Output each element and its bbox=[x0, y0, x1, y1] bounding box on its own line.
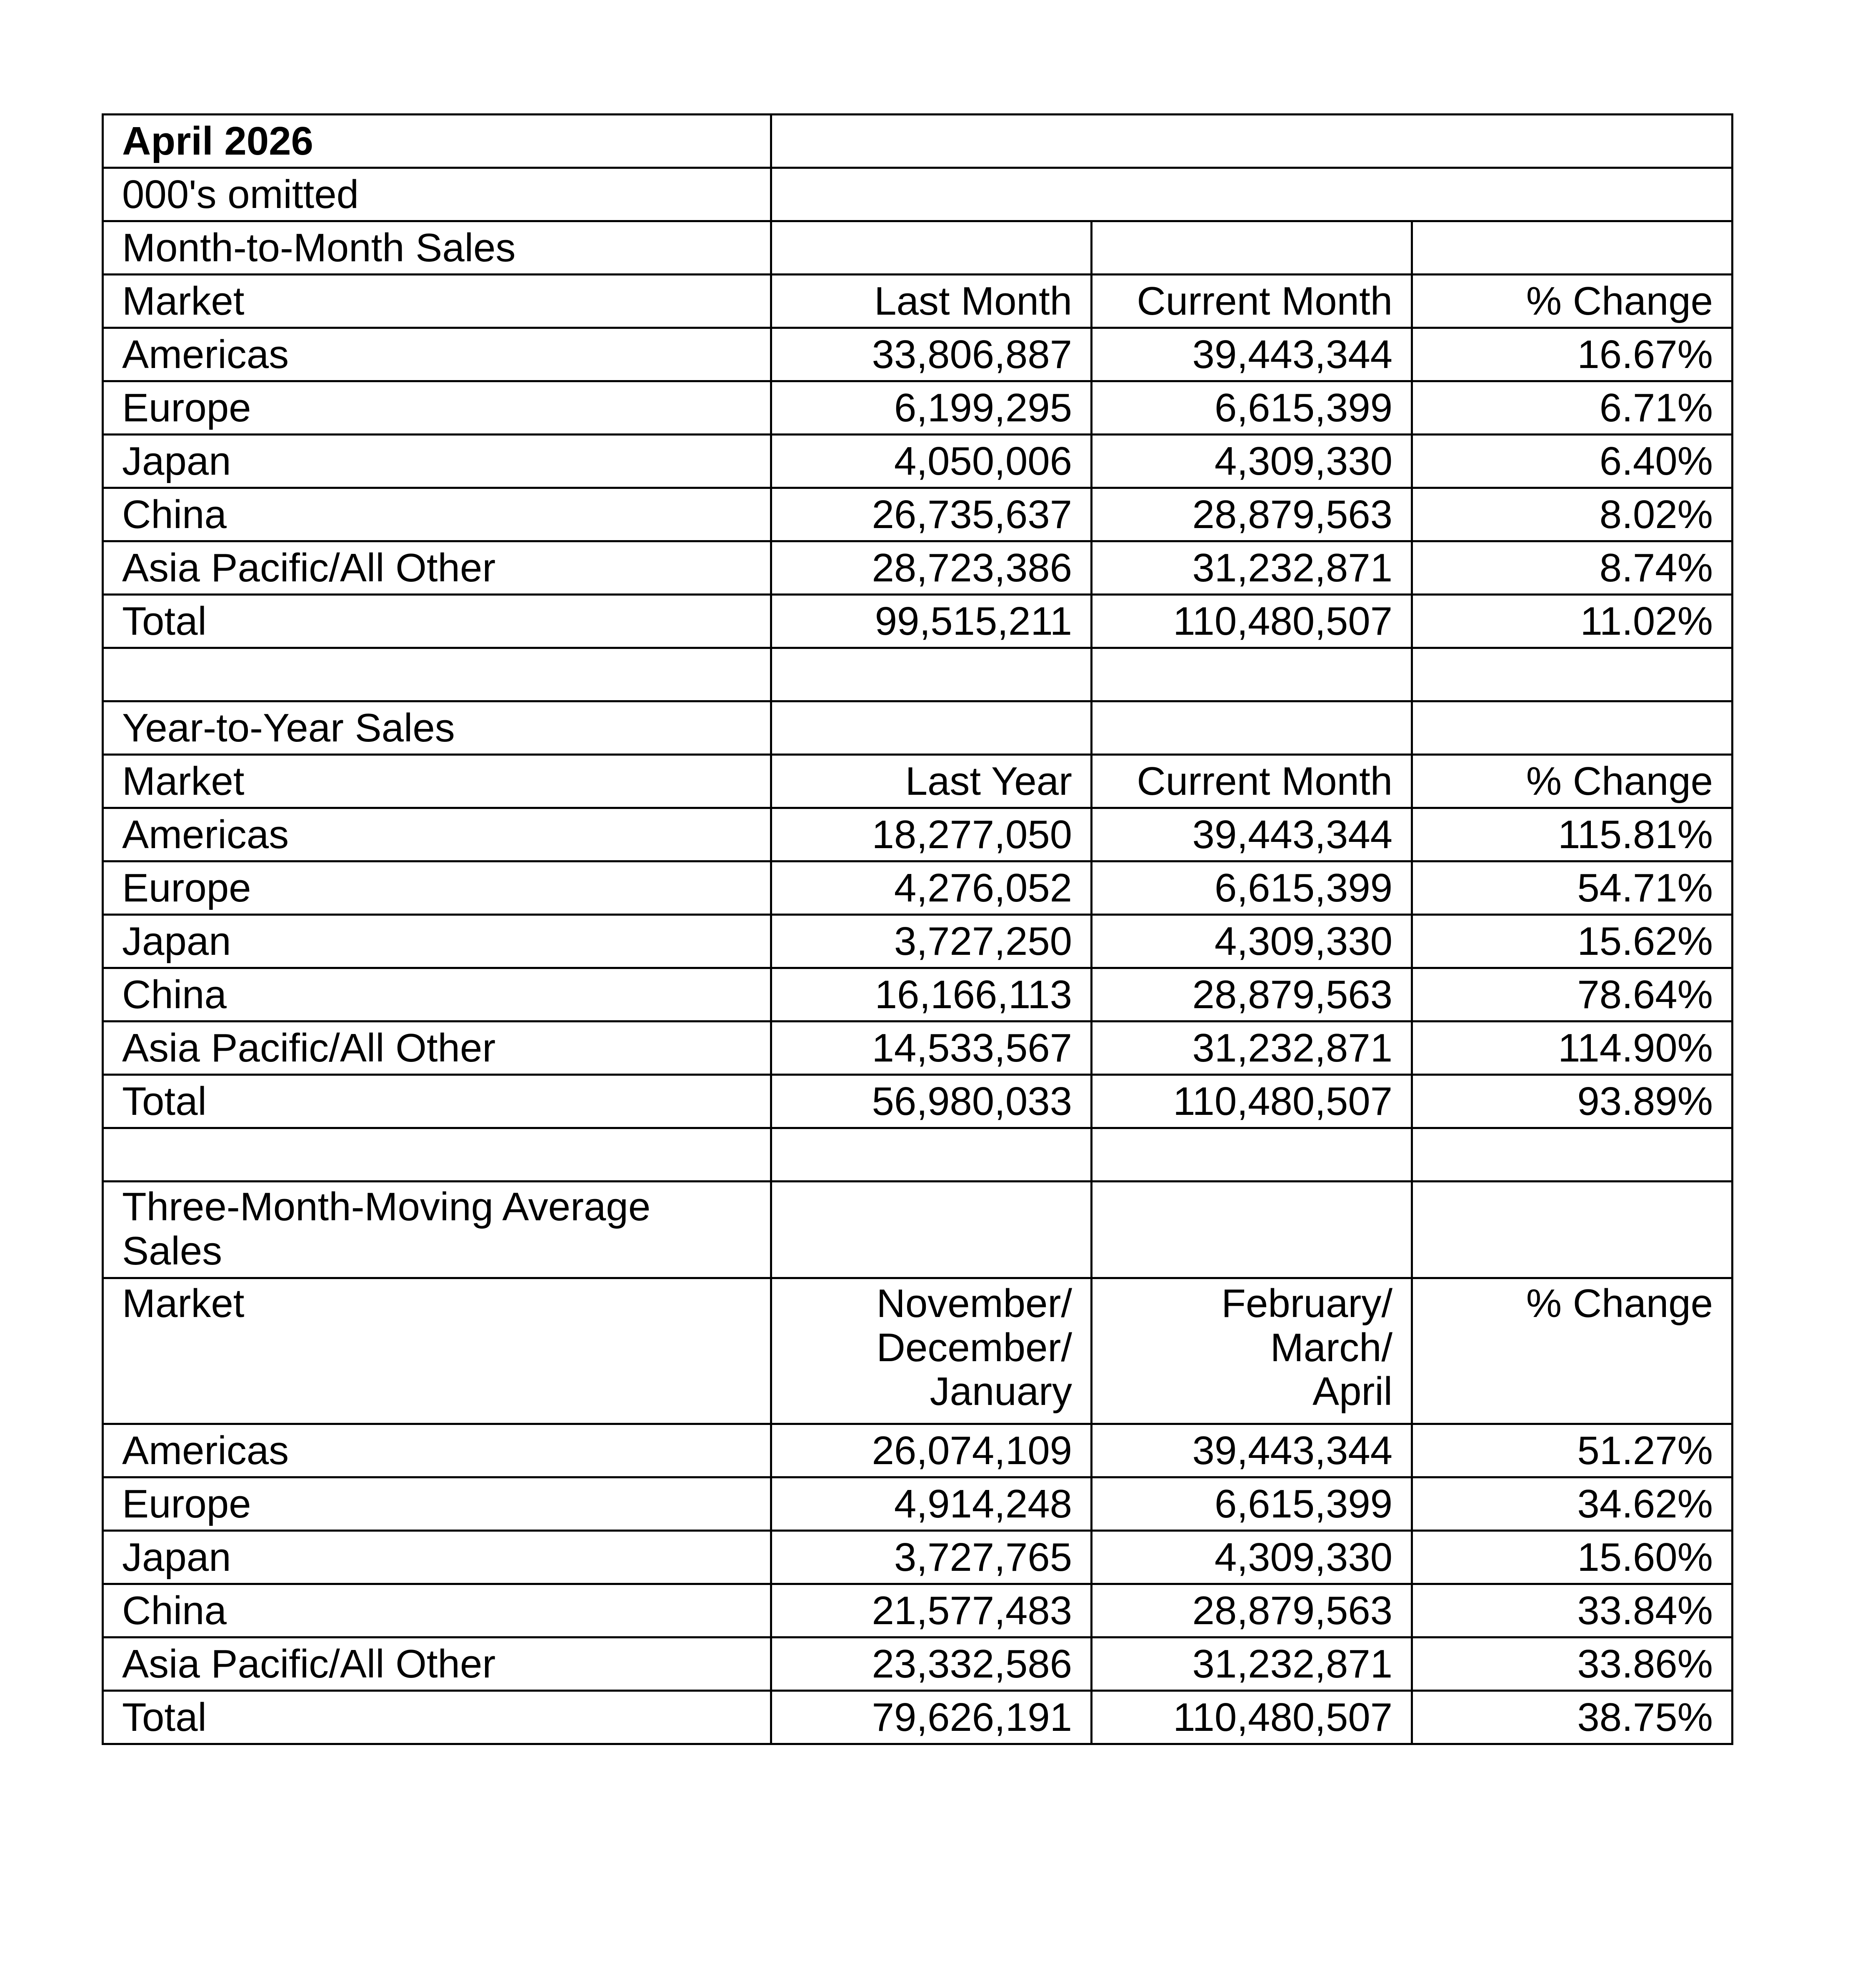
table-row bbox=[103, 1477, 1732, 1531]
report-title: April 2026 bbox=[103, 115, 771, 168]
sales-value: 39,443,344 bbox=[1092, 808, 1412, 861]
column-header-row bbox=[103, 755, 1732, 808]
sales-value: 110,480,507 bbox=[1092, 1075, 1412, 1128]
empty-cell bbox=[771, 648, 1092, 701]
empty-cell bbox=[103, 648, 771, 701]
table-row bbox=[103, 541, 1732, 595]
sales-value: 6,615,399 bbox=[1092, 1477, 1412, 1531]
sales-value: 4,309,330 bbox=[1092, 1531, 1412, 1584]
empty-cell bbox=[1412, 701, 1732, 755]
market-name: China bbox=[103, 968, 771, 1022]
units-note: 000's omitted bbox=[103, 168, 771, 221]
market-name: Americas bbox=[103, 328, 771, 381]
market-name: Japan bbox=[103, 435, 771, 488]
empty-cell bbox=[1092, 701, 1412, 755]
sales-value: 28,879,563 bbox=[1092, 488, 1412, 541]
sales-value: 4,914,248 bbox=[771, 1477, 1092, 1531]
percent-change: 6.71% bbox=[1412, 381, 1732, 435]
column-header-row bbox=[103, 275, 1732, 328]
sales-value: 39,443,344 bbox=[1092, 1424, 1412, 1477]
sales-value: 79,626,191 bbox=[771, 1691, 1092, 1744]
sales-value: 18,277,050 bbox=[771, 808, 1092, 861]
sales-value: 39,443,344 bbox=[1092, 328, 1412, 381]
market-name: Total bbox=[103, 1691, 771, 1744]
table-row bbox=[103, 861, 1732, 915]
sales-value: 26,735,637 bbox=[771, 488, 1092, 541]
section-title-row bbox=[103, 701, 1732, 755]
table-row bbox=[103, 1637, 1732, 1691]
percent-change: 6.40% bbox=[1412, 435, 1732, 488]
percent-change: 15.60% bbox=[1412, 1531, 1732, 1584]
table-row bbox=[103, 915, 1732, 968]
percent-change: 93.89% bbox=[1412, 1075, 1732, 1128]
market-name: Japan bbox=[103, 1531, 771, 1584]
sales-value: 3,727,250 bbox=[771, 915, 1092, 968]
sales-value: 33,806,887 bbox=[771, 328, 1092, 381]
column-header: % Change bbox=[1412, 275, 1732, 328]
sales-value: 21,577,483 bbox=[771, 1584, 1092, 1637]
market-name: Europe bbox=[103, 1477, 771, 1531]
section-title: Three-Month-Moving Average Sales bbox=[103, 1182, 771, 1278]
sales-value: 4,309,330 bbox=[1092, 915, 1412, 968]
total-row bbox=[103, 1075, 1732, 1128]
sales-report-table bbox=[102, 113, 1733, 1745]
report-title-row bbox=[103, 115, 1732, 168]
sales-value: 6,615,399 bbox=[1092, 381, 1412, 435]
sales-value: 6,615,399 bbox=[1092, 861, 1412, 915]
table-row bbox=[103, 1531, 1732, 1584]
sales-value: 110,480,507 bbox=[1092, 595, 1412, 648]
market-name: Europe bbox=[103, 381, 771, 435]
empty-cell bbox=[771, 701, 1092, 755]
percent-change: 115.81% bbox=[1412, 808, 1732, 861]
column-header: February/ March/ April bbox=[1092, 1278, 1412, 1424]
market-name: Americas bbox=[103, 808, 771, 861]
table-row bbox=[103, 968, 1732, 1022]
percent-change: 51.27% bbox=[1412, 1424, 1732, 1477]
percent-change: 11.02% bbox=[1412, 595, 1732, 648]
empty-cell bbox=[1412, 648, 1732, 701]
table-row bbox=[103, 435, 1732, 488]
percent-change: 114.90% bbox=[1412, 1022, 1732, 1075]
column-header: Last Year bbox=[771, 755, 1092, 808]
table-row bbox=[103, 1424, 1732, 1477]
sales-value: 99,515,211 bbox=[771, 595, 1092, 648]
sales-value: 28,723,386 bbox=[771, 541, 1092, 595]
percent-change: 8.02% bbox=[1412, 488, 1732, 541]
sales-value: 26,074,109 bbox=[771, 1424, 1092, 1477]
total-row bbox=[103, 1691, 1732, 1744]
empty-cell bbox=[771, 1128, 1092, 1182]
column-header: % Change bbox=[1412, 755, 1732, 808]
percent-change: 33.84% bbox=[1412, 1584, 1732, 1637]
empty-cell bbox=[1412, 1128, 1732, 1182]
table-row bbox=[103, 381, 1732, 435]
sales-value: 4,050,006 bbox=[771, 435, 1092, 488]
table-row bbox=[103, 1022, 1732, 1075]
market-name: Asia Pacific/All Other bbox=[103, 541, 771, 595]
empty-cell bbox=[1092, 221, 1412, 275]
percent-change: 78.64% bbox=[1412, 968, 1732, 1022]
section-title-row bbox=[103, 1182, 1732, 1278]
sales-value: 14,533,567 bbox=[771, 1022, 1092, 1075]
column-header: Last Month bbox=[771, 275, 1092, 328]
section-title: Month-to-Month Sales bbox=[103, 221, 771, 275]
sales-value: 16,166,113 bbox=[771, 968, 1092, 1022]
spacer-row bbox=[103, 648, 1732, 701]
sales-value: 3,727,765 bbox=[771, 1531, 1092, 1584]
sales-value: 4,309,330 bbox=[1092, 435, 1412, 488]
table-row bbox=[103, 328, 1732, 381]
percent-change: 34.62% bbox=[1412, 1477, 1732, 1531]
market-name: Asia Pacific/All Other bbox=[103, 1637, 771, 1691]
empty-cell bbox=[771, 168, 1732, 221]
percent-change: 16.67% bbox=[1412, 328, 1732, 381]
column-header: % Change bbox=[1412, 1278, 1732, 1424]
market-name: Europe bbox=[103, 861, 771, 915]
sales-value: 31,232,871 bbox=[1092, 541, 1412, 595]
column-header: Market bbox=[103, 755, 771, 808]
sales-value: 31,232,871 bbox=[1092, 1637, 1412, 1691]
empty-cell bbox=[103, 1128, 771, 1182]
units-note-row bbox=[103, 168, 1732, 221]
sales-value: 28,879,563 bbox=[1092, 1584, 1412, 1637]
empty-cell bbox=[1412, 1182, 1732, 1278]
market-name: China bbox=[103, 1584, 771, 1637]
section-title: Year-to-Year Sales bbox=[103, 701, 771, 755]
column-header: Current Month bbox=[1092, 275, 1412, 328]
percent-change: 54.71% bbox=[1412, 861, 1732, 915]
column-header: Current Month bbox=[1092, 755, 1412, 808]
table-row bbox=[103, 1584, 1732, 1637]
sales-value: 110,480,507 bbox=[1092, 1691, 1412, 1744]
empty-cell bbox=[771, 1182, 1092, 1278]
empty-cell bbox=[1092, 1128, 1412, 1182]
percent-change: 15.62% bbox=[1412, 915, 1732, 968]
empty-cell bbox=[771, 221, 1092, 275]
table-row bbox=[103, 488, 1732, 541]
column-header: Market bbox=[103, 1278, 771, 1424]
table-row bbox=[103, 808, 1732, 861]
market-name: Total bbox=[103, 1075, 771, 1128]
column-header: November/ December/ January bbox=[771, 1278, 1092, 1424]
total-row bbox=[103, 595, 1732, 648]
sales-value: 4,276,052 bbox=[771, 861, 1092, 915]
section-title-row bbox=[103, 221, 1732, 275]
column-header-row bbox=[103, 1278, 1732, 1424]
sales-value: 56,980,033 bbox=[771, 1075, 1092, 1128]
column-header: Market bbox=[103, 275, 771, 328]
empty-cell bbox=[1092, 648, 1412, 701]
market-name: China bbox=[103, 488, 771, 541]
percent-change: 8.74% bbox=[1412, 541, 1732, 595]
percent-change: 38.75% bbox=[1412, 1691, 1732, 1744]
sales-value: 6,199,295 bbox=[771, 381, 1092, 435]
market-name: Japan bbox=[103, 915, 771, 968]
market-name: Americas bbox=[103, 1424, 771, 1477]
percent-change: 33.86% bbox=[1412, 1637, 1732, 1691]
spacer-row bbox=[103, 1128, 1732, 1182]
empty-cell bbox=[1412, 221, 1732, 275]
sales-value: 23,332,586 bbox=[771, 1637, 1092, 1691]
empty-cell bbox=[771, 115, 1732, 168]
sales-value: 28,879,563 bbox=[1092, 968, 1412, 1022]
market-name: Total bbox=[103, 595, 771, 648]
market-name: Asia Pacific/All Other bbox=[103, 1022, 771, 1075]
sales-value: 31,232,871 bbox=[1092, 1022, 1412, 1075]
empty-cell bbox=[1092, 1182, 1412, 1278]
